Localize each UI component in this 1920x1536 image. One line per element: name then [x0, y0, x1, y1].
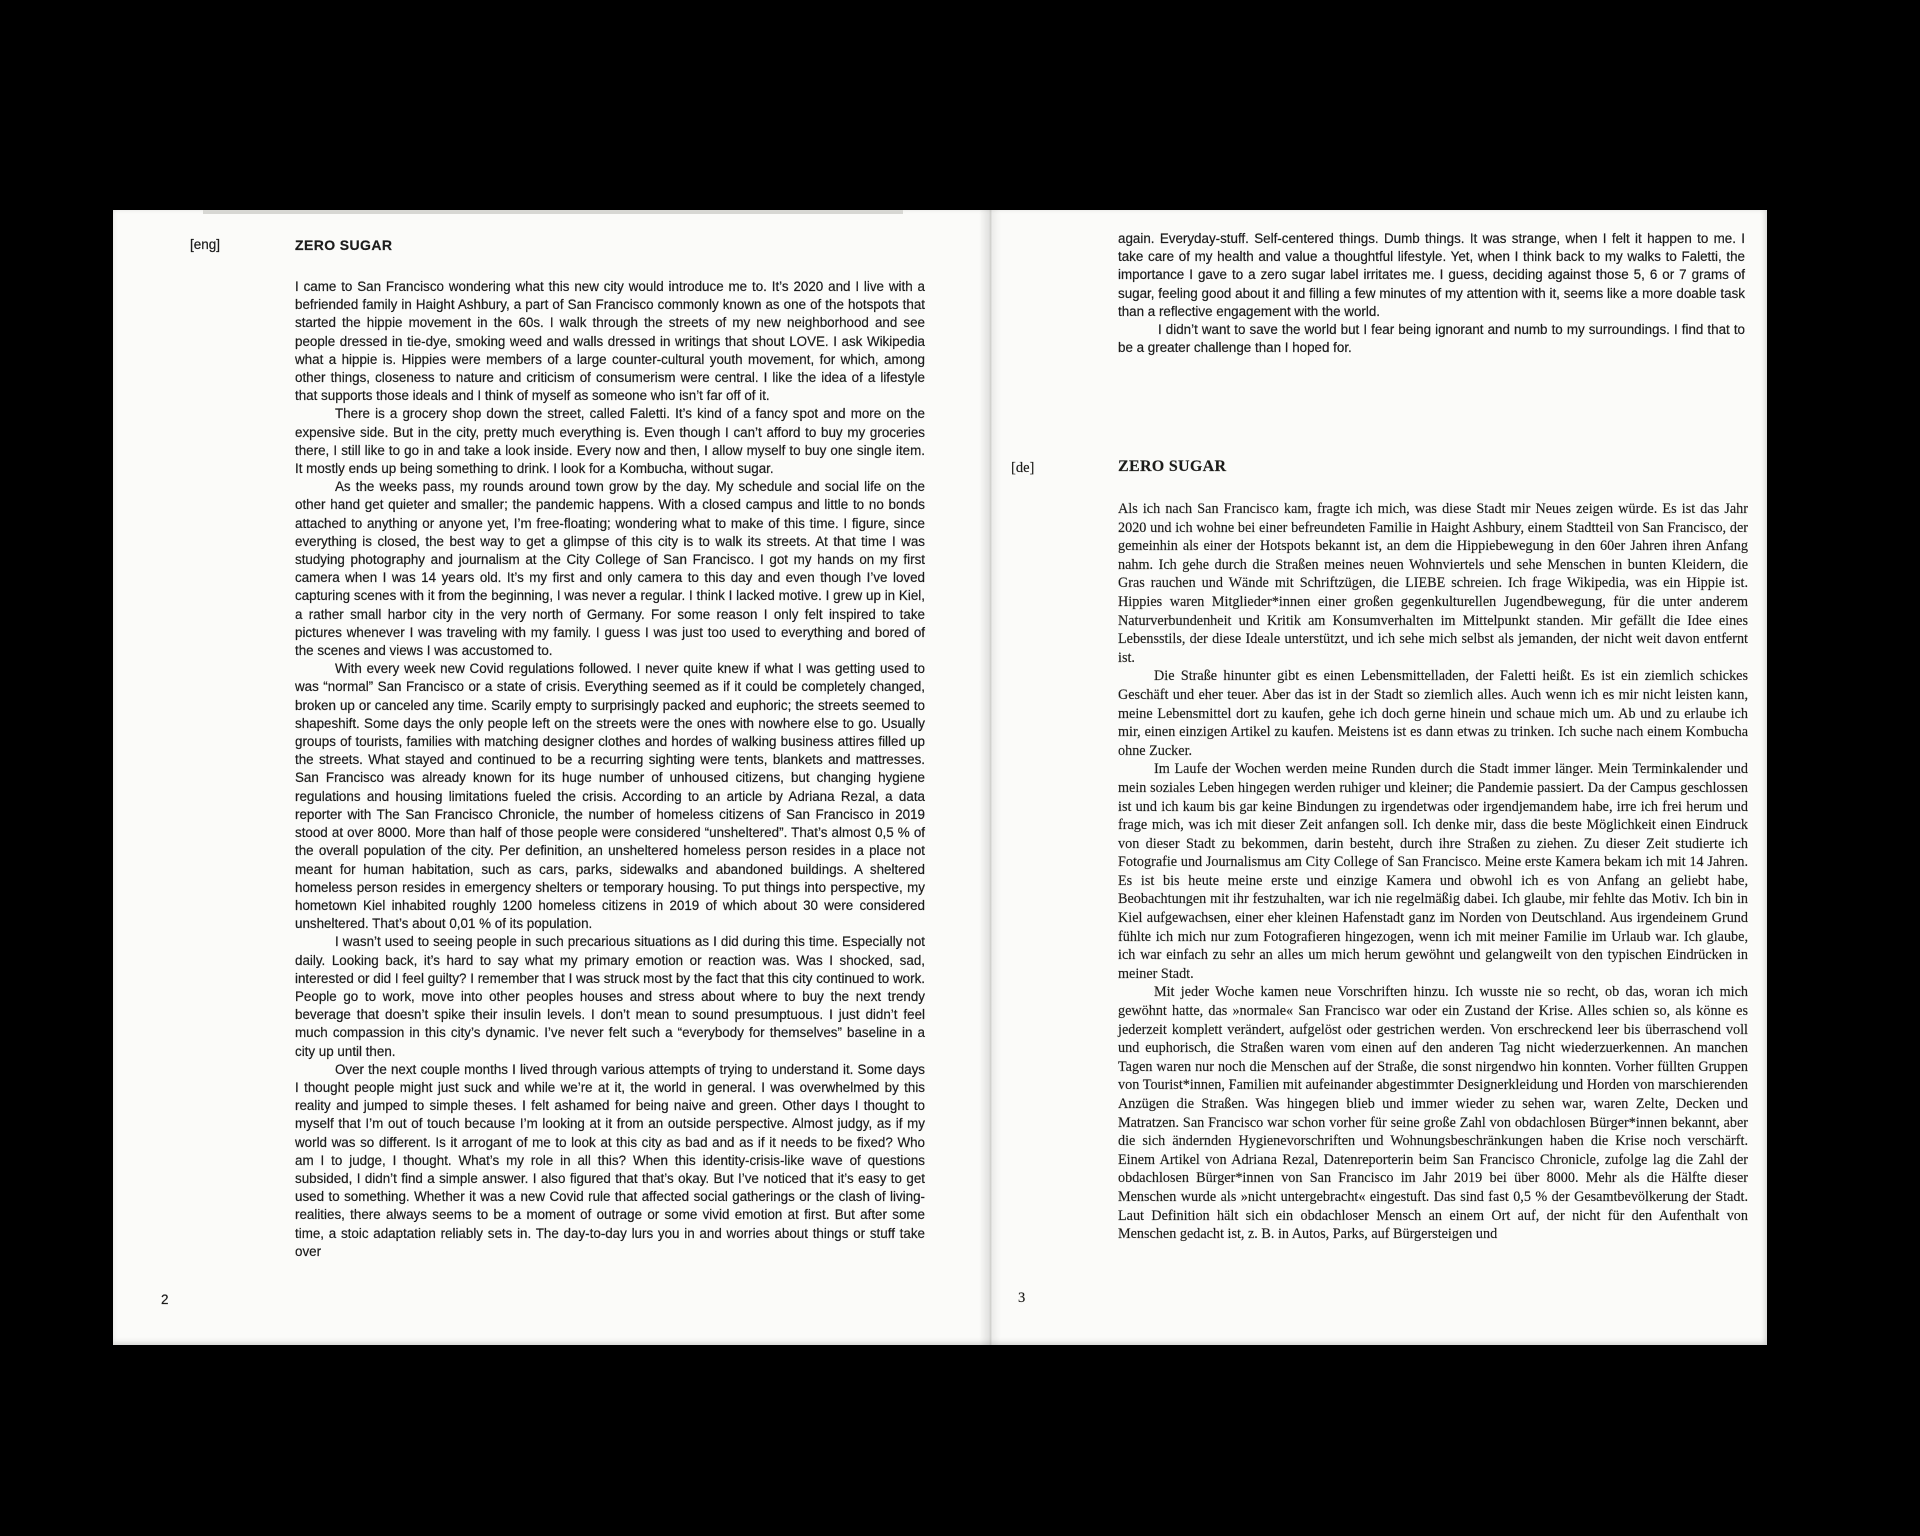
paragraph: I came to San Francisco wondering what this new city would introduce me to. It’s 2020 and I live with a befriended family in Haight Ashbury, a part of San Francisco commonly known as one of the hotspots that started the hippie movement in the 60s. I walk through the streets of my new neighborhood and see people dressed in tie-dye, smoking weed and walls dressed in writings that shout LOVE. I ask Wikipedia what a hippie is. Hippies were members of a large counter-cultural youth movement, for which, among other things, closeness to nature and criticism of consumerism were central. I like the idea of a lifestyle that supports those ideals and I think of myself as someone who isn’t far off of it. — [295, 279, 925, 404]
paragraph: There is a grocery shop down the street, called Faletti. It’s kind of a fancy spot and more on the expensive side. But in the city, pretty much everything is. Even though I can’t afford to buy my groceries there, I still like to go in and take a look inside. Every now and then, I allow myself to buy one single item. It mostly ends up being something to drink. I look for a Kombucha, without sugar. — [295, 406, 925, 477]
page-edge-sliver — [203, 210, 903, 214]
paragraph: With every week new Covid regulations followed. I never quite knew if what I was getting used to was “normal” San Francisco or a state of crisis. Everything seemed as if it could be completely changed, broken up or canceled any time. Scarily empty to surprisingly packed and euphoric; the streets seemed to shapeshift. Some days the only people left on the streets were the ones with nowhere else to go. Usually groups of tourists, families with matching designer clothes and hordes of walking business attires filled up the streets. What stayed and continued to be a recurring sighting were tents, blankets and mattresses. San Francisco was already known for its huge number of unhoused citizens, but changing hygiene regulations and housing limitations fueled the crisis. According to an article by Adriana Rezal, a data reporter with The San Francisco Chronicle, the number of homeless citizens of San Francisco in 2019 stood at over 8000. More than half of those people were considered “unsheltered”. That’s almost 0,5 % of the overall population of the city. Per definition, an unsheltered homeless person resides in a place not meant for human habitation, such as cars, parks, sidewalks and abandoned buildings. A sheltered homeless person resides in emergency shelters or temporary housing. To put things into perspective, my hometown Kiel inhabited roughly 1200 homeless citizens in 2019 of which about 30 were considered unsheltered. That’s about 0,01 % of its population. — [295, 661, 925, 932]
right-page-english-continuation — [1118, 230, 1745, 357]
right-page-number: 3 — [1018, 1290, 1026, 1306]
left-page-language-label: [eng] — [190, 237, 221, 252]
left-page-title: ZERO SUGAR — [295, 237, 393, 253]
paragraph: Mit jeder Woche kamen neue Vorschriften hinzu. Ich wusste nie so recht, ob das, woran ich mich gewöhnt hatte, das »normale« San Francisco war oder ein Zustand der Krise. Alles schien so, als könne es jederzeit komplett verändert, aufgelöst oder gestrichen werden. Von erschreckend leer bis überraschend voll und euphorisch, die Straßen waren vom einen auf den anderen Tag nicht wiederzuerkennen. An manchen Tagen waren nur noch die Menschen auf der Straße, die sonst nirgendwo hin konnten. Vorher füllten Gruppen von Tourist*innen, Familien mit aufeinander abgestimmter Designerkleidung und Horden von marschierenden Anzügen die Straßen. Was hingegen blieb und immer wieder zu sehen war, waren Zelte, Decken und Matratzen. San Francisco war schon vorher für seine große Zahl von obdachlosen Bürger*innen bekannt, aber die sich ändernden Hygienevorschriften und Wohnungsbeschränkungen haben die Krise noch verschärft. Einem Artikel von Adriana Rezal, Datenreporterin beim San Francisco Chronicle, zufolge lag die Zahl der obdachlosen Bürger*innen von San Francisco im Jahr 2019 bei über 8000. Mehr als die Hälfte dieser Menschen wurde als »nicht untergebracht« eingestuft. Das sind fast 0,5 % der Gesamtbevölkerung der Stadt. Laut Definition hält sich ein obdachloser Mensch an einem Ort auf, der nicht für den Aufenthalt von Menschen gedacht ist, z. B. in Autos, Parks, auf Bürgersteigen und — [1118, 984, 1748, 1243]
book-spread — [113, 210, 1767, 1345]
right-page-body-text — [1118, 500, 1748, 1244]
spread-gutter — [979, 210, 1001, 1345]
right-page-title: ZERO SUGAR — [1118, 458, 1227, 475]
left-page-number: 2 — [161, 1292, 169, 1307]
paragraph: again. Everyday-stuff. Self-centered things. Dumb things. It was strange, when I felt it happen to me. I take care of my health and value a thoughtful lifestyle. Yet, when I think back to my walks to Faletti, the importance I gave to a zero sugar label irritates me. I guess, deciding against those 5, 6 or 7 grams of sugar, feeling good about it and filling a few minutes of my attention with it, seems like a more doable task than a reflective engagement with the world. — [1118, 231, 1745, 319]
paragraph: I didn’t want to save the world but I fear being ignorant and numb to my surroundings. I find that to be a greater challenge than I hoped for. — [1118, 322, 1745, 356]
paragraph: Over the next couple months I lived through various attempts of trying to understand it. Some days I thought people might just suck and while we’re at it, the world in general. I was overwhelmed by this reality and jumped to simple theses. I felt ashamed for being naive and green. Other days I thought to myself that I’m out of touch because I’m looking at it from an outside perspective. Almost judgy, as if my world was so different. Is it arrogant of me to look at this city as bad and as if it needs to be fixed? Who am I to judge, I thought. What’s my role in all this? When this identity-crisis-like wave of questions subsided, I didn’t find a simple answer. I also figured that that’s okay. But I’ve noticed that it’s easy to get used to something. Whether it was a new Covid rule that affected social gatherings or the clash of living-realities, there always seems to be a moment of outrage or some vivid emotion at first. But after some time, a stoic adaptation reliably sets in. The day-to-day lurs you in and worries about things or stuff take over — [295, 1061, 925, 1259]
paragraph: As the weeks pass, my rounds around town grow by the day. My schedule and social life on the other hand get quieter and smaller; the pandemic happens. With a closed campus and little to no bonds attached to anything or anyone yet, I’m free-floating; wondering what to make of this time. I figure, since everything is closed, the best way to get a glimpse of this city is to walk its streets. At that time I was studying photography and journalism at the City College of San Francisco. I got my hands on my first camera when I was 14 years old. It’s my first and only camera to this day and even though I’ve loved capturing scenes with it from the beginning, I was never a regular. I think I lacked motive. I grew up in Kiel, a rather small harbor city in the very north of Germany. For some reason I only felt inspired to take pictures whenever I was traveling with my family. I guess I was just too used to everything and bored of the scenes and views I was accustomed to. — [295, 479, 925, 659]
right-page-language-label: [de] — [1011, 460, 1035, 476]
paragraph: I wasn’t used to seeing people in such precarious situations as I did during this time. Especially not daily. Looking back, it’s hard to say what my primary emotion or reaction was. Was I shocked, sad, interested or did I feel guilty? I remember that I was struck most by the fact that this city continued to work. People go to work, move into other peoples houses and stress about where to buy the next trendy beverage that doesn’t spike their insulin levels. I don’t mean to sound presumptuous. I just didn’t feel much compassion in this city’s dynamic. I’ve never felt such a “everybody for themselves” baseline in a city up until then. — [295, 934, 925, 1059]
paragraph: Die Straße hinunter gibt es einen Lebensmittelladen, der Faletti heißt. Es ist ein ziemlich schickes Geschäft und eher teuer. Aber das ist in der Stadt so ziemlich alles. Auch wenn ich es mir nicht leisten kann, meine Lebensmittel dort zu kaufen, gehe ich doch gerne hinein und schaue mich um. Ab und zu erlaube ich mir, einen einzigen Artikel zu kaufen. Meistens ist es dann etwas zu trinken. Ich suche nach einem Kombucha ohne Zucker. — [1118, 668, 1748, 759]
paragraph: Als ich nach San Francisco kam, fragte ich mich, was diese Stadt mir Neues zeigen würde. Es ist das Jahr 2020 und ich wohne bei einer befreundeten Familie in Haight Ashbury, einem Stadtteil von San Francisco, der gemeinhin als einer der Hotspots bekannt ist, an dem die Hippiebewegung in den 60er Jahren ihren Anfang nahm. Ich gehe durch die Straßen meines neuen Wohnviertels und sehe Menschen in bunten Kleidern, die Gras rauchen und Wände mit Schriftzügen, die LIEBE schreien. Ich frage Wikipedia, was ein Hippie ist. Hippies waren Mitglieder*innen einer großen gegenkulturellen Jugendbewegung, für die unter anderem Naturverbundenheit und Kritik am Konsumverhalten im Mittelpunkt standen. Mir gefällt die Idee eines Lebensstils, der diese Ideale unterstützt, und ich sehe mich selbst als jemanden, der nicht weit davon entfernt ist. — [1118, 501, 1748, 666]
left-page-body-text — [295, 278, 925, 1261]
paragraph: Im Laufe der Wochen werden meine Runden durch die Stadt immer länger. Mein Terminkalender und mein soziales Leben hingegen werden ruhiger und kleiner; die Pandemie passiert. Da der Campus geschlossen ist und ich kaum bis gar keine Bindungen zu irgendetwas oder irgendjemandem habe, irre ich frei herum und frage mich, was ich mit dieser Zeit anfangen soll. Ich denke mir, dass die beste Möglichkeit einen Eindruck von dieser Stadt zu bekommen, darin besteht, durch ihre Straßen zu ziehen. Zu dieser Zeit studierte ich Fotografie und Journalismus am City College of San Francisco. Meine erste Kamera bekam ich mit 14 Jahren. Es ist bis heute meine erste und einzige Kamera und obwohl ich es von Anfang an geliebt habe, Beobachtungen mit ihr festzuhalten, war ich nie regelmäßig dabei. Ich glaube, mir fehlte das Motiv. Ich bin in Kiel aufgewachsen, einer eher kleinen Hafenstadt ganz im Norden von Deutschland. Aus irgendeinem Grund fühlte ich mich nur zum Fotografieren hingezogen, wenn ich mit meiner Familie im Urlaub war. Ich glaube, ich war einfach zu sehr an alles um mich herum gewöhnt und gelangweilt von den typischen Eindrücken in meiner Stadt. — [1118, 761, 1748, 982]
